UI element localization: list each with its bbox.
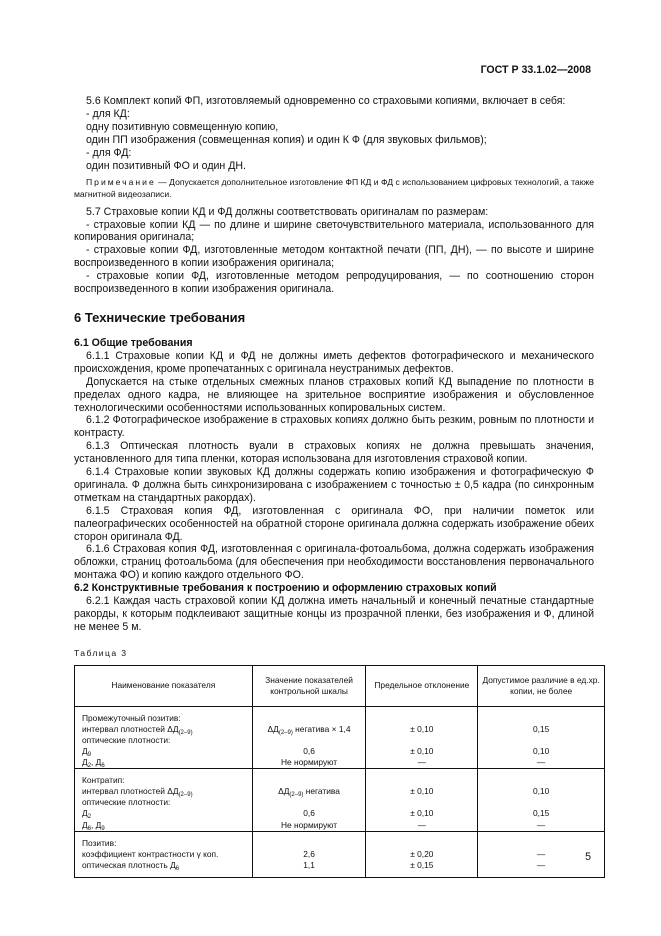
table-3 (74, 665, 605, 878)
table-row (75, 769, 605, 831)
deviation: — (417, 819, 427, 830)
value: $\Delta Д_{(2-9)}$ негатива × 1,4 (267, 723, 351, 736)
difference: 0,15 (532, 723, 550, 734)
value: Не нормируют (280, 757, 338, 768)
value: 2,6 (303, 848, 315, 859)
para-5-6-fd-item: один позитивный ФО и один ДН. (86, 159, 246, 172)
row-name: интервал плотностей $\Delta Д_{(2-9)}$ (82, 723, 193, 736)
deviation: ± 0,15 (410, 859, 434, 870)
difference: 0,10 (532, 746, 550, 756)
deviation: — (417, 757, 427, 768)
para-5-7: 5.7 Страховые копии КД и ФД должны соответствовать оригиналам по размерам: (86, 205, 489, 218)
deviation: ± 0,10 (410, 786, 434, 797)
note-label: Примечание (86, 177, 156, 188)
column-header: Предельное отклонение (366, 665, 478, 706)
cell (252, 706, 366, 768)
value: $\Delta Д_{(2-9)}$ негатива (278, 786, 340, 799)
row-name: $Д_2$, $Д_6$ (82, 757, 105, 770)
difference: — (536, 757, 546, 768)
deviation: ± 0,10 (410, 723, 434, 734)
row-name: оптические плотности: (82, 797, 171, 808)
row-name: $Д_2$ (82, 808, 92, 821)
difference: 0,15 (532, 808, 550, 819)
deviation: ± 0,10 (410, 746, 434, 756)
document-id: ГОСТ Р 33.1.02—2008 (480, 64, 591, 76)
para-6-1-5: 6.1.5 Страховая копия ФД, изготовленная с оригинала ФО, при наличии пометок или палеографических особенностей на обратной стороне оригинала должна содержать изображение обеих сторон оригинала ФД. (74, 504, 594, 543)
table-header-row (75, 665, 605, 706)
cell (478, 706, 605, 768)
difference: 0,10 (532, 786, 550, 797)
para-6-2-1: 6.2.1 Каждая часть страховой копии КД должна иметь начальный и конечный печатные стандартные ракорды, к которым подклеивают защитные концы из прозрачной пленки, без изображения и Ф, длиной не менее 5 м. (74, 595, 594, 633)
column-header: Значение показателей контрольной шкалы (252, 665, 366, 706)
difference: — (536, 859, 546, 870)
para-6-1-2: 6.1.2 Фотографическое изображение в страховых копиях должно быть резким, ровным по плотности и контрасту. (74, 414, 594, 440)
column-header: Наименование показателя (75, 665, 253, 706)
row-name: оптические плотности: (82, 734, 171, 745)
value: 0,6 (303, 808, 315, 819)
section-6-heading: 6 Технические требования (74, 309, 246, 325)
para-5-6-kd-item: один ПП изображения (совмещенная копия) и один К Ф (для звуковых фильмов); (86, 133, 487, 146)
table-caption: Таблица 3 (74, 647, 128, 658)
row-name: $Д_6$, $Д_9$ (82, 819, 105, 832)
page-number: 5 (585, 851, 591, 863)
cell (366, 831, 478, 877)
page-body (74, 95, 600, 878)
deviation: ± 0,10 (410, 808, 434, 819)
value: 1,1 (303, 859, 315, 870)
para-5-7-item: - страховые копии КД — по длине и ширине светочувствительного материала, использованного для копирования оригинала; (74, 218, 594, 244)
difference: — (536, 819, 546, 830)
difference: — (536, 848, 546, 859)
value: 0,6 (303, 746, 315, 756)
table-row (75, 831, 605, 877)
cell (252, 831, 366, 877)
cell (366, 769, 478, 831)
para-6-1-3: 6.1.3 Оптическая плотность вуали в страховых копиях не должна превышать значения, установленного для типа пленки, которая использована для изготовления страховой копии. (74, 440, 594, 466)
cell (478, 769, 605, 831)
note-text: — Допускается дополнительное изготовление ФП КД и ФД с использованием цифровых технологий, а также магнитной видеозаписи. (74, 177, 594, 200)
group-title: Позитив: (82, 837, 117, 848)
column-header: Допустимое различие в ед.хр. копии, не более (478, 665, 605, 706)
para-5-6-kd-item: одну позитивную совмещенную копию, (86, 120, 279, 133)
deviation: ± 0,20 (410, 848, 434, 859)
para-5-6: 5.6 Комплект копий ФП, изготовляемый одновременно со страховыми копиями, включает в себя: (86, 95, 566, 107)
para-6-1-1: 6.1.1 Страховые копии КД и ФД не должны иметь дефектов фотографического и механического происхождения, кроме пропечатанных с оригинала неустранимых дефектов. (74, 349, 594, 375)
note (74, 177, 594, 200)
para-5-7-item: - страховые копии ФД, изготовленные методом репродуцирования, — по соотношению сторон воспроизведенного в копии изображения оригинала. (74, 270, 594, 296)
cell (366, 706, 478, 768)
row-name: интервал плотностей $\Delta Д_{(2-9)}$ (82, 786, 193, 799)
row-name: оптическая плотность $Д_6$ (82, 859, 180, 872)
value: Не нормируют (280, 819, 338, 830)
para-5-6-kd: - для КД: (86, 107, 130, 120)
para-6-1-4: 6.1.4 Страховые копии звуковых КД должны содержать копию изображения и фотографическую Ф оригинала. Ф должна быть синхронизирована с изображением с точностью ± 0,5 кадра (по синхронным отметкам на стандартных ракордах). (74, 466, 594, 504)
subsection-6-2-heading: 6.2 Конструктивные требования к построению и оформлению страховых копий (74, 582, 497, 595)
para-6-1-6: 6.1.6 Страховая копия ФД, изготовленная с оригинала-фотоальбома, должна содержать изображения обложки, страниц фотоальбома (для обеспечения при необходимости восстановления первоначального монтажа ФО) и копию каждого отдельного ФО. (74, 543, 594, 582)
para-5-6-fd: - для ФД: (86, 146, 132, 159)
cell (252, 769, 366, 831)
group-title: Контратип: (82, 775, 125, 786)
subsection-6-1-heading: 6.1 Общие требования (74, 336, 193, 349)
para-6-1-1-b: Допускается на стыке отдельных смежных планов страховых копий КД выпадение по плотности в пределах одного кадра, не влияющее на зрительное восприятие изображения и обусловленное технологическими особенностями использованных копировальных систем. (74, 375, 594, 414)
cell (75, 831, 253, 877)
cell (75, 706, 253, 768)
table-row (75, 706, 605, 768)
para-5-7-item: - страховые копии ФД, изготовленные методом контактной печати (ПП, ДН), — по высоте и ширине воспроизведенного в копии изображения оригинала; (74, 244, 594, 270)
cell (75, 769, 253, 831)
row-name: коэффициент контрастности γ коп. (82, 848, 219, 859)
group-title: Промежуточный позитив: (82, 712, 181, 723)
row-name: $Д_9$ (82, 746, 92, 758)
